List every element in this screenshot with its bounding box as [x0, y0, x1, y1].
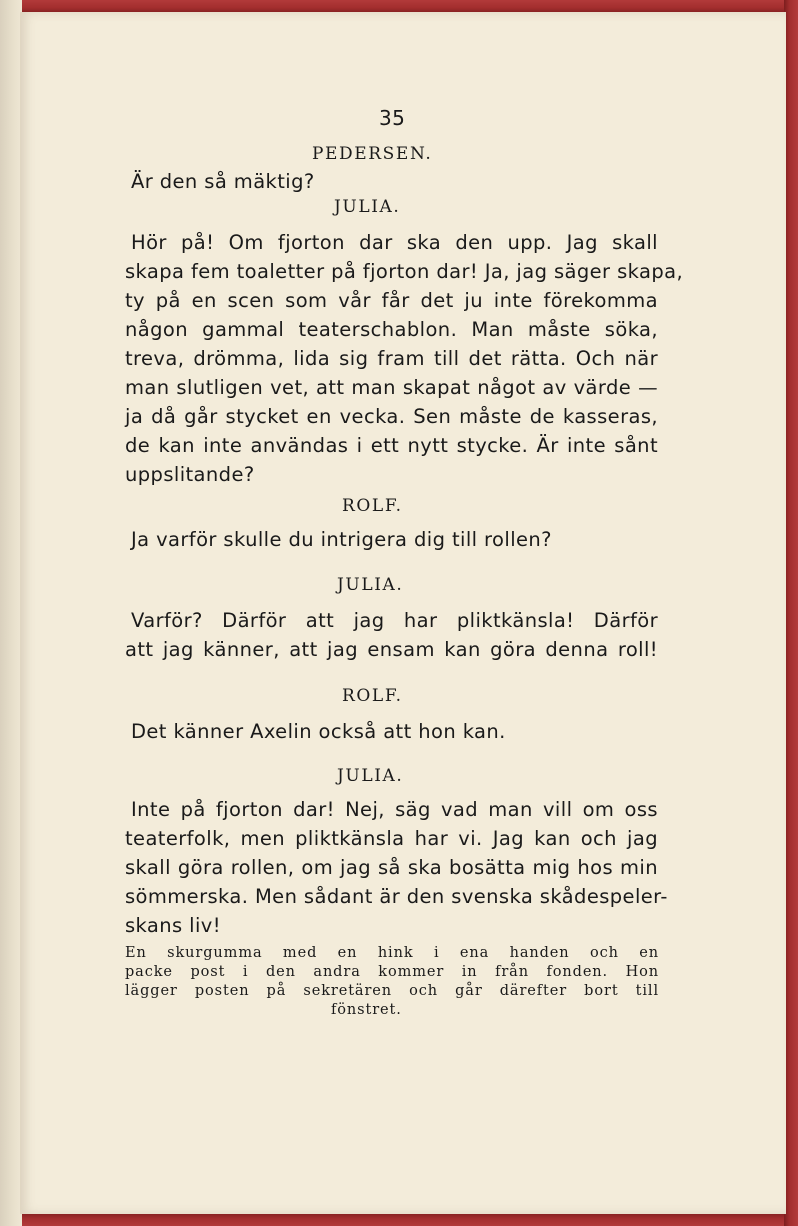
page-gutter [0, 0, 22, 1226]
dialogue-line: Är den så mäktig? [131, 170, 315, 193]
dialogue-line: Inte på fjorton dar! Nej, säg vad man vill om oss [131, 798, 658, 821]
speaker-rolf: ROLF. [342, 496, 403, 516]
speaker-julia: JULIA. [337, 766, 404, 786]
dialogue-line: Ja varför skulle du intrigera dig till rollen? [131, 528, 552, 551]
dialogue-line: någon gammal teaterschablon. Man måste söka, [125, 318, 658, 341]
dialogue-line: teaterfolk, men pliktkänsla har vi. Jag kan och jag [125, 827, 658, 850]
page-number: 35 [379, 106, 406, 130]
stage-direction-line: packe post i den andra kommer in från fonden. Hon [125, 964, 659, 980]
dialogue-line: skans liv! [125, 914, 221, 937]
dialogue-line: man slutligen vet, att man skapat något av värde — [125, 376, 658, 399]
speaker-rolf: ROLF. [342, 686, 403, 706]
dialogue-line: uppslitande? [125, 463, 255, 486]
dialogue-line: Varför? Därför att jag har pliktkänsla! Därför [131, 609, 658, 632]
dialogue-line: skapa fem toaletter på fjorton dar! Ja, jag säger skapa, [125, 260, 684, 283]
dialogue-line: sömmerska. Men sådant är den svenska skådespeler- [125, 885, 668, 908]
book-cover-edge-right [784, 0, 798, 1226]
book-page [20, 12, 786, 1214]
speaker-pedersen: PEDERSEN. [312, 144, 433, 164]
dialogue-line: ja då går stycket en vecka. Sen måste de kasseras, [125, 405, 658, 428]
dialogue-line: ty på en scen som vår får det ju inte förekomma [125, 289, 658, 312]
dialogue-line: Hör på! Om fjorton dar ska den upp. Jag skall [131, 231, 658, 254]
dialogue-line: de kan inte användas i ett nytt stycke. Är inte sånt [125, 434, 658, 457]
speaker-julia: JULIA. [337, 575, 404, 595]
stage-direction-line: fönstret. [331, 1002, 402, 1018]
book-cover-edge-bottom [0, 1212, 798, 1226]
stage-direction-line: En skurgumma med en hink i ena handen och en [125, 945, 659, 961]
dialogue-line: att jag känner, att jag ensam kan göra denna roll! [125, 638, 658, 661]
stage-direction-line: lägger posten på sekretären och går därefter bort till [125, 983, 659, 999]
dialogue-line: skall göra rollen, om jag så ska bosätta mig hos min [125, 856, 658, 879]
speaker-julia: JULIA. [334, 197, 401, 217]
dialogue-line: Det känner Axelin också att hon kan. [131, 720, 506, 743]
dialogue-line: treva, drömma, lida sig fram till det rätta. Och när [125, 347, 658, 370]
